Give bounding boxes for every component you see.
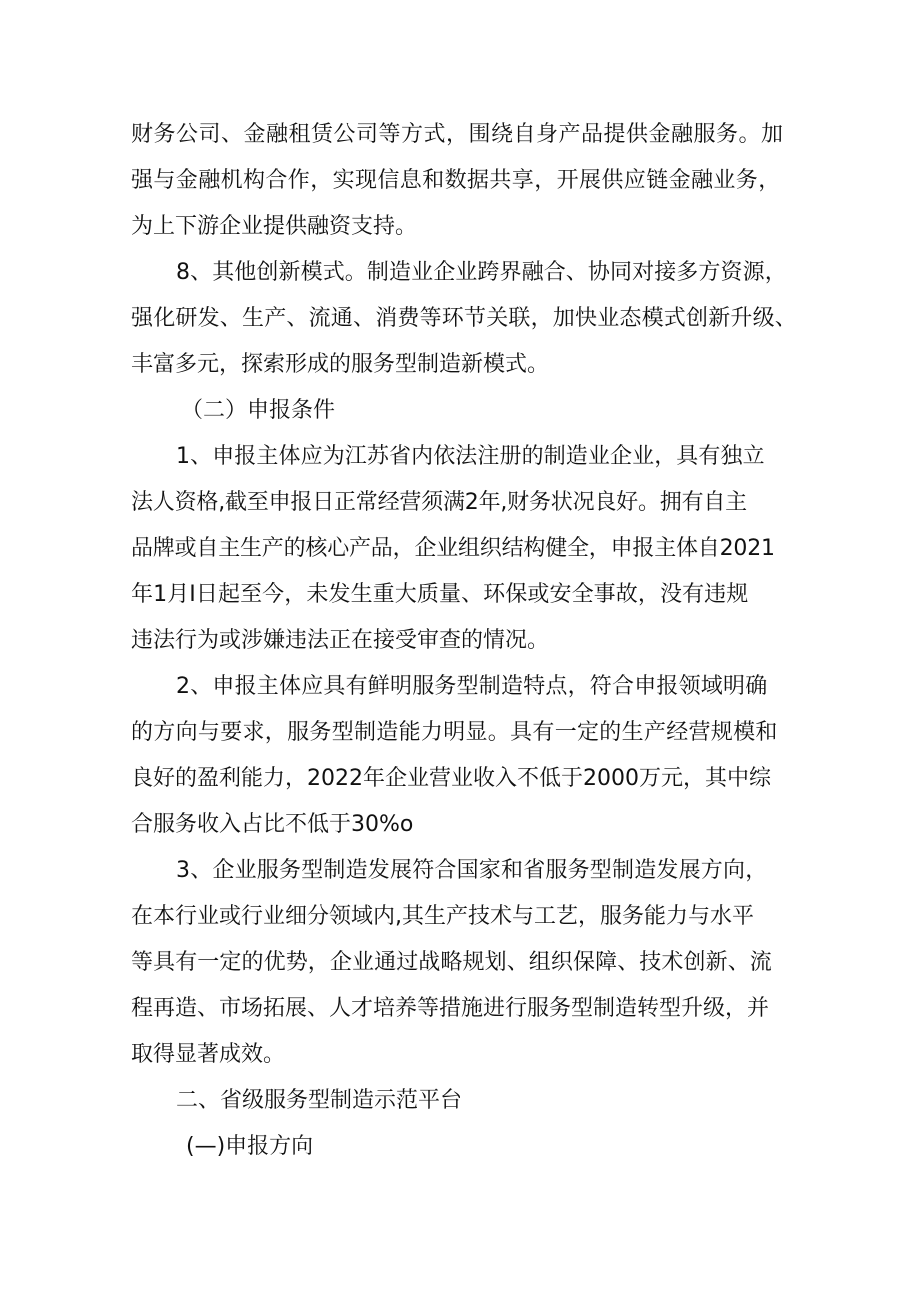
condition-3-line-1: 3、企业服务型制造发展符合国家和省服务型制造发展方向， — [176, 858, 768, 883]
paragraph-2-line-3: 丰富多元，探索形成的服务型制造新模式。 — [131, 352, 550, 377]
condition-1-line-1: 1、申报主体应为江苏省内依法注册的制造业企业，具有独立 — [176, 444, 765, 469]
condition-1-line-5: 违法行为或涉嫌违法正在接受审查的情况。 — [131, 628, 550, 653]
condition-2-line-3: 良好的盈利能力，2022年企业营业收入不低于2000万元，其中综 — [131, 766, 771, 791]
section-heading-conditions: （二）申报条件 — [181, 398, 336, 423]
condition-2-line-4: 合服务收入占比不低于30%o — [131, 812, 414, 837]
paragraph-2-line-2: 强化研发、生产、流通、消费等环节关联，加快业态模式创新升级、 — [131, 306, 798, 331]
condition-3-line-3: 等具有一定的优势，企业通过战略规划、组织保障、技术创新、流 — [131, 950, 772, 975]
paragraph-1-line-2: 强与金融机构合作，实现信息和数据共享，开展供应链金融业务， — [131, 168, 781, 193]
condition-3-line-4: 程再造、市场拓展、人才培养等措施进行服务型制造转型升级，并 — [131, 996, 770, 1021]
paragraph-1-line-3: 为上下游企业提供融资支持。 — [131, 214, 418, 239]
condition-1-line-4: 年1月I日起至今，未发生重大质量、环保或安全事故，没有违规 — [131, 582, 749, 607]
condition-2-line-1: 2、申报主体应具有鲜明服务型制造特点，符合申报领域明确 — [176, 674, 768, 699]
paragraph-2-line-1: 8、其他创新模式。制造业企业跨界融合、协同对接多方资源， — [176, 260, 787, 285]
condition-2-line-2: 的方向与要求，服务型制造能力明显。具有一定的生产经营规模和 — [131, 720, 778, 745]
paragraph-1-line-1: 财务公司、金融租赁公司等方式，围绕自身产品提供金融服务。加 — [131, 122, 784, 147]
subsection-heading-direction: (—)申报方向 — [186, 1134, 314, 1159]
condition-1-line-2: 法人资格,截至申报日正常经营须满2年,财务状况良好。拥有自主 — [131, 490, 747, 515]
condition-3-line-5: 取得显著成效。 — [131, 1042, 286, 1067]
section-heading-platform: 二、省级服务型制造示范平台 — [176, 1088, 463, 1113]
condition-1-line-3: 品牌或自主生产的核心产品，企业组织结构健全，申报主体自2021 — [131, 536, 775, 561]
condition-3-line-2: 在本行业或行业细分领域内,其生产技术与工艺，服务能力与水平 — [131, 904, 754, 929]
